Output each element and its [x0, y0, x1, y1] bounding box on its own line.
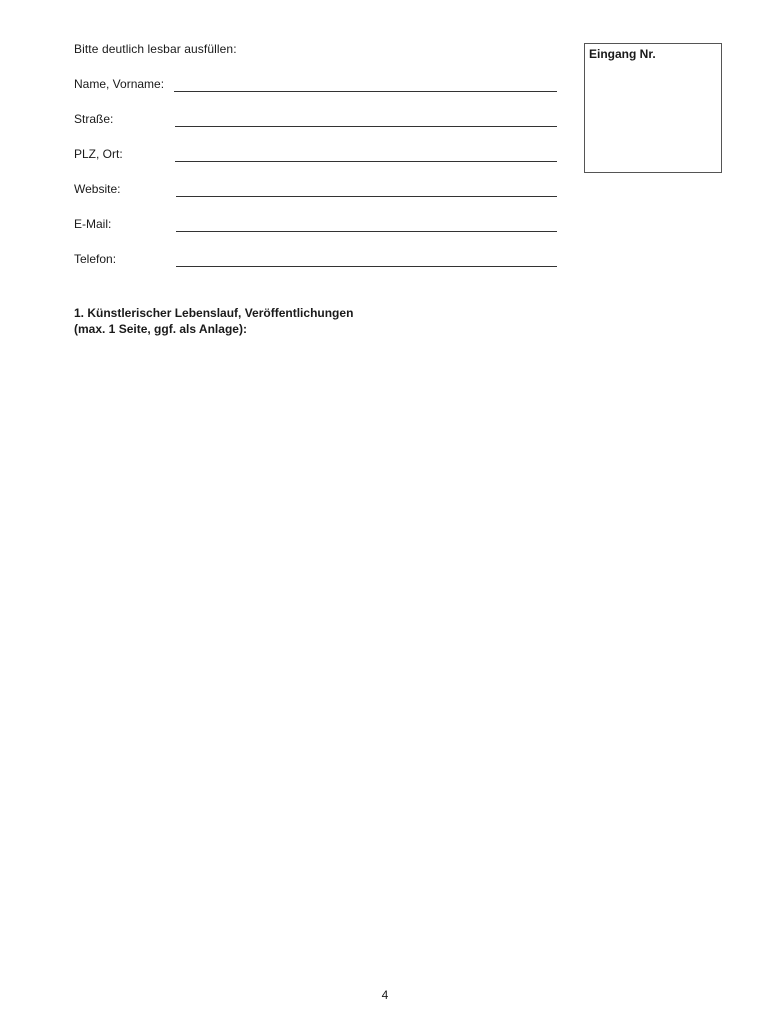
section-heading-line1: 1. Künstlerischer Lebenslauf, Veröffentlichungen: [74, 306, 354, 320]
name-line[interactable]: [174, 91, 557, 92]
website-field[interactable]: [74, 182, 557, 200]
intro-instruction: Bitte deutlich lesbar ausfüllen:: [74, 42, 237, 56]
zip-city-field[interactable]: [74, 147, 557, 165]
phone-label: Telefon:: [74, 252, 117, 266]
section-heading: [74, 305, 353, 337]
email-line[interactable]: [176, 231, 557, 232]
zip-city-line[interactable]: [175, 161, 557, 162]
website-label: Website:: [74, 182, 121, 196]
website-line[interactable]: [176, 196, 557, 197]
email-field[interactable]: [74, 217, 557, 235]
street-field[interactable]: [74, 112, 557, 130]
zip-city-label: PLZ, Ort:: [74, 147, 123, 161]
eingang-label: Eingang Nr.: [589, 47, 656, 61]
phone-field[interactable]: [74, 252, 557, 270]
street-label: Straße:: [74, 112, 114, 126]
name-field[interactable]: [74, 77, 557, 95]
name-label: Name, Vorname:: [74, 77, 165, 91]
phone-line[interactable]: [176, 266, 557, 267]
section-heading-line2: (max. 1 Seite, ggf. als Anlage):: [74, 322, 247, 336]
page-number: 4: [381, 988, 389, 1002]
street-line[interactable]: [175, 126, 557, 127]
email-label: E-Mail:: [74, 217, 112, 231]
eingang-box[interactable]: [584, 43, 722, 173]
